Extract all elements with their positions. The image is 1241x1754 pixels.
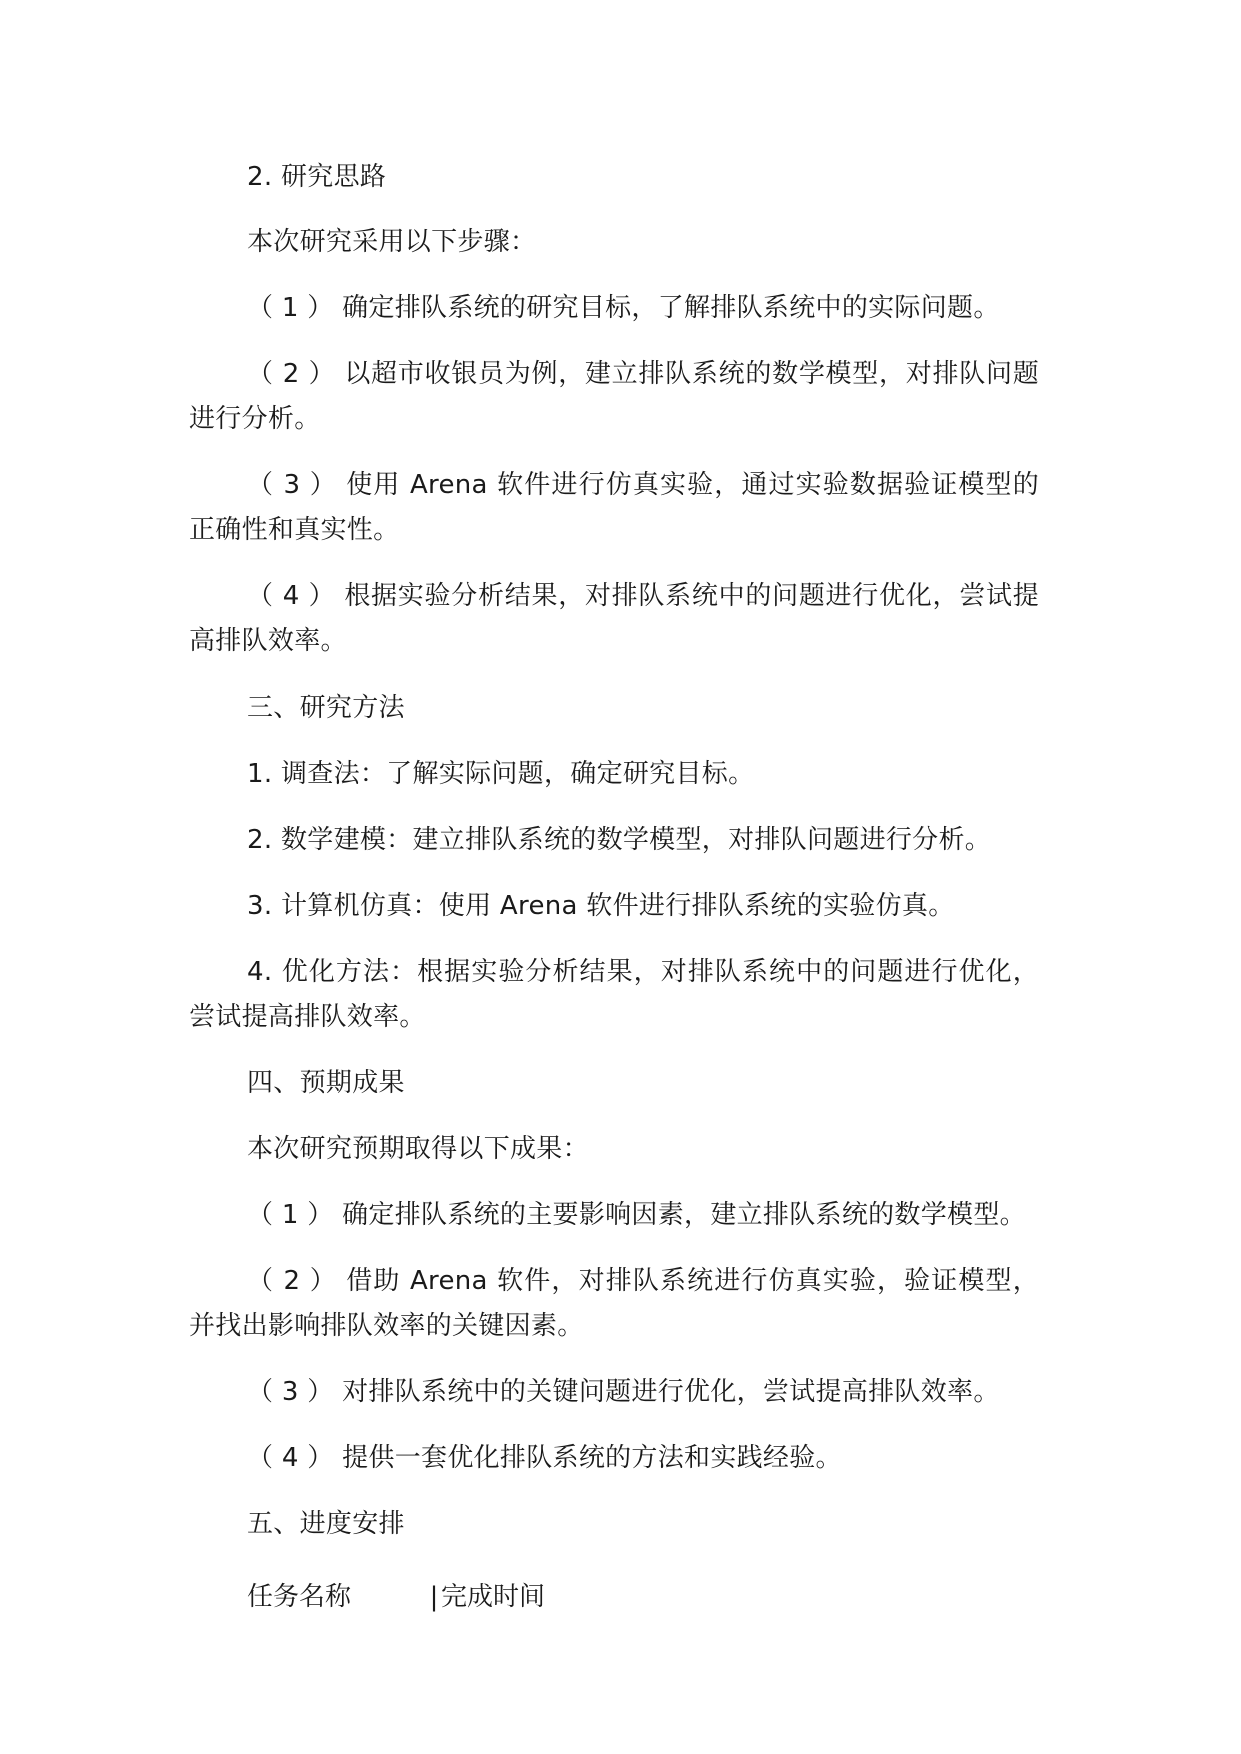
section-heading-schedule: 五、进度安排 <box>247 1509 405 1539</box>
method-item-4: 4. 优化方法：根据实验分析结果，对排队系统中的问题进行优化，尝试提高排队效率。 <box>189 957 1039 1032</box>
result-item-4: （ 4 ） 提供一套优化排队系统的方法和实践经验。 <box>247 1443 842 1473</box>
step-item-4: （ 4 ） 根据实验分析结果，对排队系统中的问题进行优化，尝试提高排队效率。 <box>189 581 1039 656</box>
step-item-1: （ 1 ） 确定排队系统的研究目标，了解排队系统中的实际问题。 <box>247 293 1000 323</box>
method-item-2: 2. 数学建模：建立排队系统的数学模型，对排队问题进行分析。 <box>247 825 992 855</box>
result-item-2: （ 2 ） 借助 Arena 软件，对排队系统进行仿真实验，验证模型，并找出影响排队效率的关键因素。 <box>189 1266 1039 1341</box>
section-heading-methods: 三、研究方法 <box>247 693 405 723</box>
result-item-1: （ 1 ） 确定排队系统的主要影响因素，建立排队系统的数学模型。 <box>247 1200 1026 1230</box>
column-header-completion-time: 完成时间 <box>441 1582 546 1612</box>
schedule-table-header <box>247 1575 545 1620</box>
column-header-task-name: 任务名称 <box>247 1582 352 1612</box>
method-item-3: 3. 计算机仿真：使用 Arena 软件进行排队系统的实验仿真。 <box>247 891 955 921</box>
paragraph-results-intro: 本次研究预期取得以下成果： <box>247 1134 589 1164</box>
section-heading-research-approach: 2. 研究思路 <box>247 162 387 192</box>
section-heading-expected-results: 四、预期成果 <box>247 1068 405 1098</box>
column-separator: | <box>429 1582 439 1612</box>
method-item-1: 1. 调查法：了解实际问题，确定研究目标。 <box>247 759 755 789</box>
step-item-2: （ 2 ） 以超市收银员为例，建立排队系统的数学模型，对排队问题进行分析。 <box>189 359 1039 434</box>
result-item-3: （ 3 ） 对排队系统中的关键问题进行优化，尝试提高排队效率。 <box>247 1377 1000 1407</box>
paragraph-steps-intro: 本次研究采用以下步骤： <box>247 227 537 257</box>
step-item-3: （ 3 ） 使用 Arena 软件进行仿真实验，通过实验数据验证模型的正确性和真实性。 <box>189 470 1039 545</box>
